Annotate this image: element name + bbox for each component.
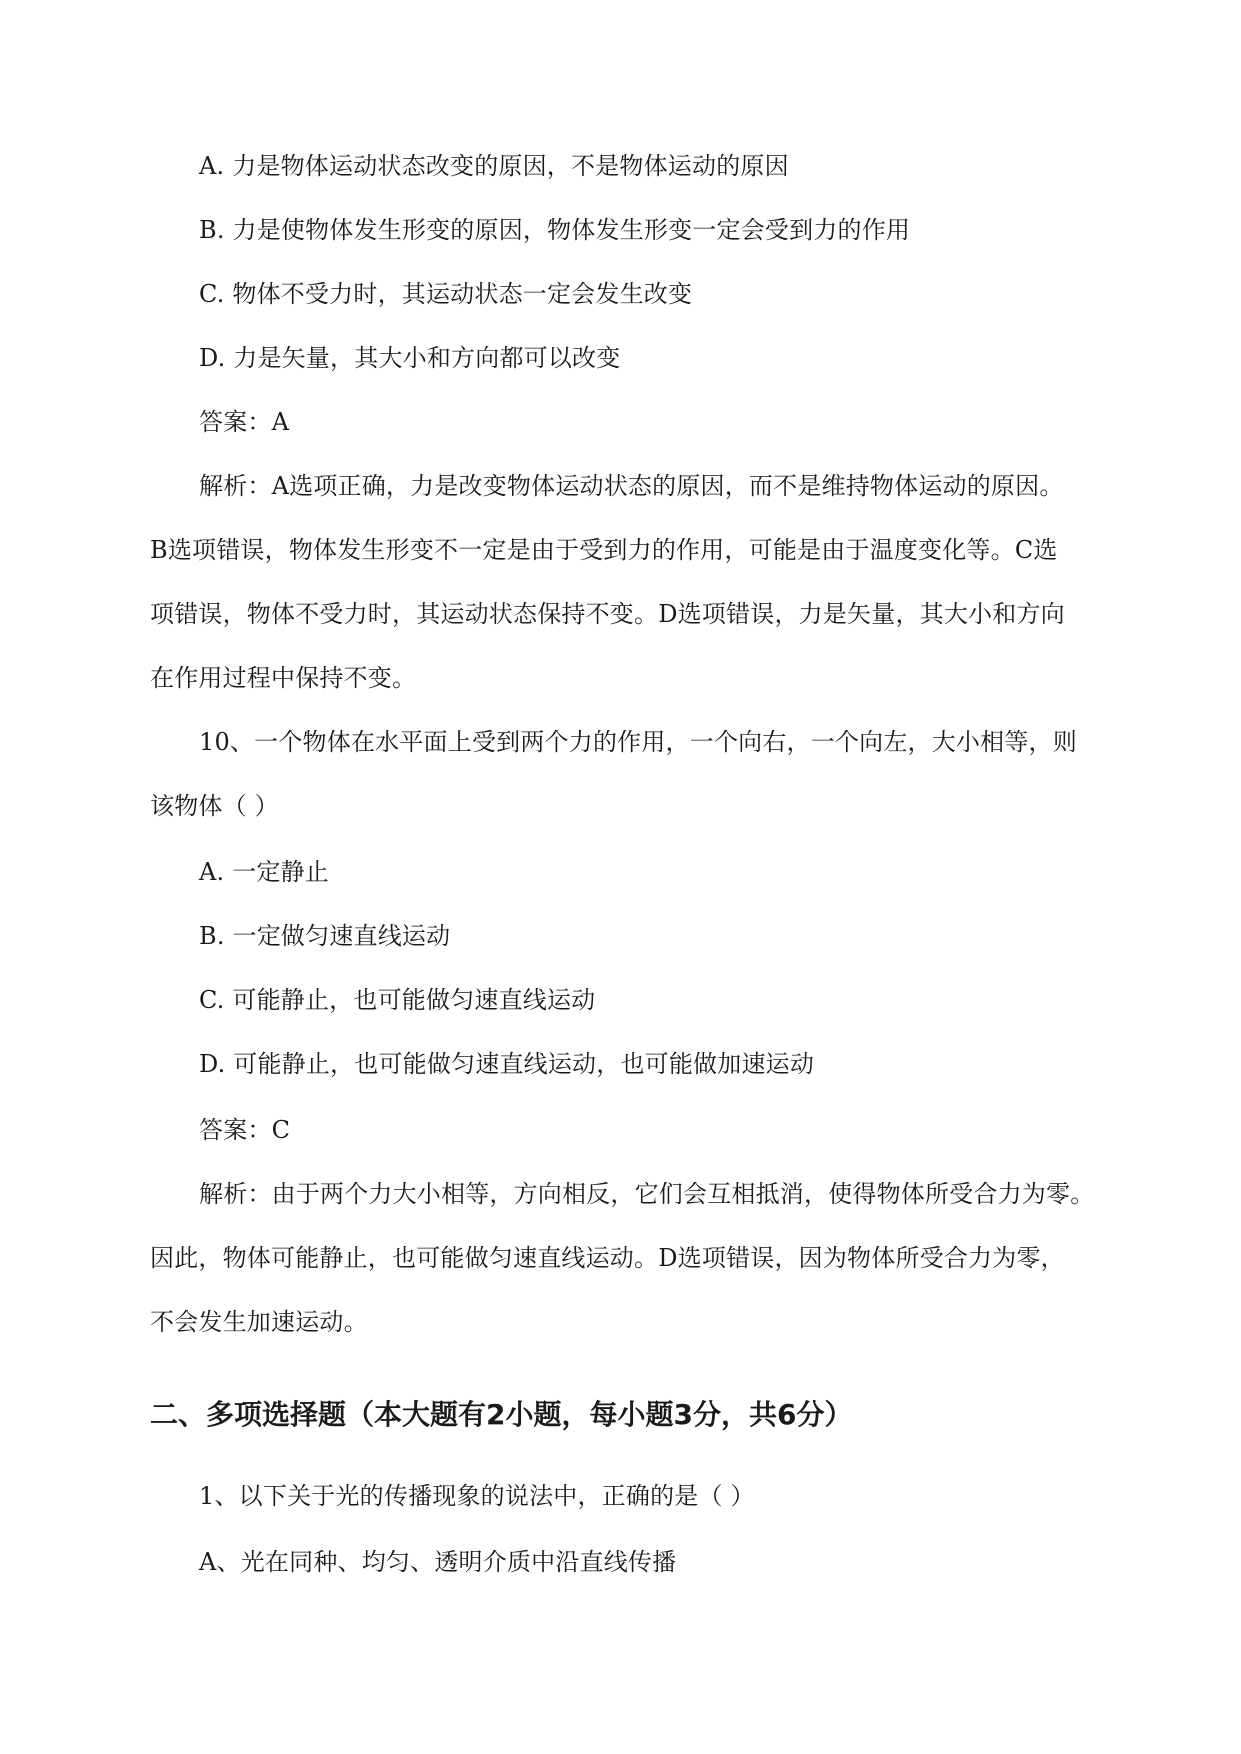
q9-answer: 答案：A: [199, 408, 290, 436]
q10-option-a: A. 一定静止: [199, 858, 329, 886]
q9-explanation-line-4: 在作用过程中保持不变。: [150, 664, 417, 692]
q10-answer: 答案：C: [199, 1116, 291, 1144]
q10-option-d: D. 可能静止，也可能做匀速直线运动，也可能做加速运动: [199, 1050, 815, 1078]
section-2-heading: 二、多项选择题（本大题有2小题，每小题3分，共6分）: [150, 1398, 853, 1431]
q9-explanation-line-1: 解析：A选项正确，力是改变物体运动状态的原因，而不是维持物体运动的原因。: [199, 472, 1064, 500]
q10-stem-line-1: 10、一个物体在水平面上受到两个力的作用，一个向右，一个向左，大小相等，则: [199, 728, 1077, 756]
q10-stem-line-2: 该物体（ ）: [150, 792, 279, 820]
q9-option-d: D. 力是矢量，其大小和方向都可以改变: [199, 344, 621, 372]
q10-explanation-line-3: 不会发生加速运动。: [150, 1308, 368, 1336]
q9-explanation-line-3: 项错误，物体不受力时，其运动状态保持不变。D选项错误，力是矢量，其大小和方向: [150, 600, 1065, 628]
q10-option-b: B. 一定做匀速直线运动: [199, 922, 451, 950]
s2-q1-stem: 1、以下关于光的传播现象的说法中，正确的是（ ）: [199, 1482, 755, 1510]
q10-explanation-line-2: 因此，物体可能静止，也可能做匀速直线运动。D选项错误，因为物体所受合力为零，: [150, 1244, 1065, 1272]
q9-option-c: C. 物体不受力时，其运动状态一定会发生改变: [199, 280, 693, 308]
q9-option-b: B. 力是使物体发生形变的原因，物体发生形变一定会受到力的作用: [199, 216, 911, 244]
q9-explanation-line-2: B选项错误，物体发生形变不一定是由于受到力的作用，可能是由于温度变化等。C选: [150, 536, 1058, 564]
q10-option-c: C. 可能静止，也可能做匀速直线运动: [199, 986, 596, 1014]
s2-q1-option-a: A、光在同种、均匀、透明介质中沿直线传播: [199, 1548, 677, 1576]
q9-option-a: A. 力是物体运动状态改变的原因，不是物体运动的原因: [199, 152, 789, 180]
q10-explanation-line-1: 解析：由于两个力大小相等，方向相反，它们会互相抵消，使得物体所受合力为零。: [199, 1180, 1095, 1208]
